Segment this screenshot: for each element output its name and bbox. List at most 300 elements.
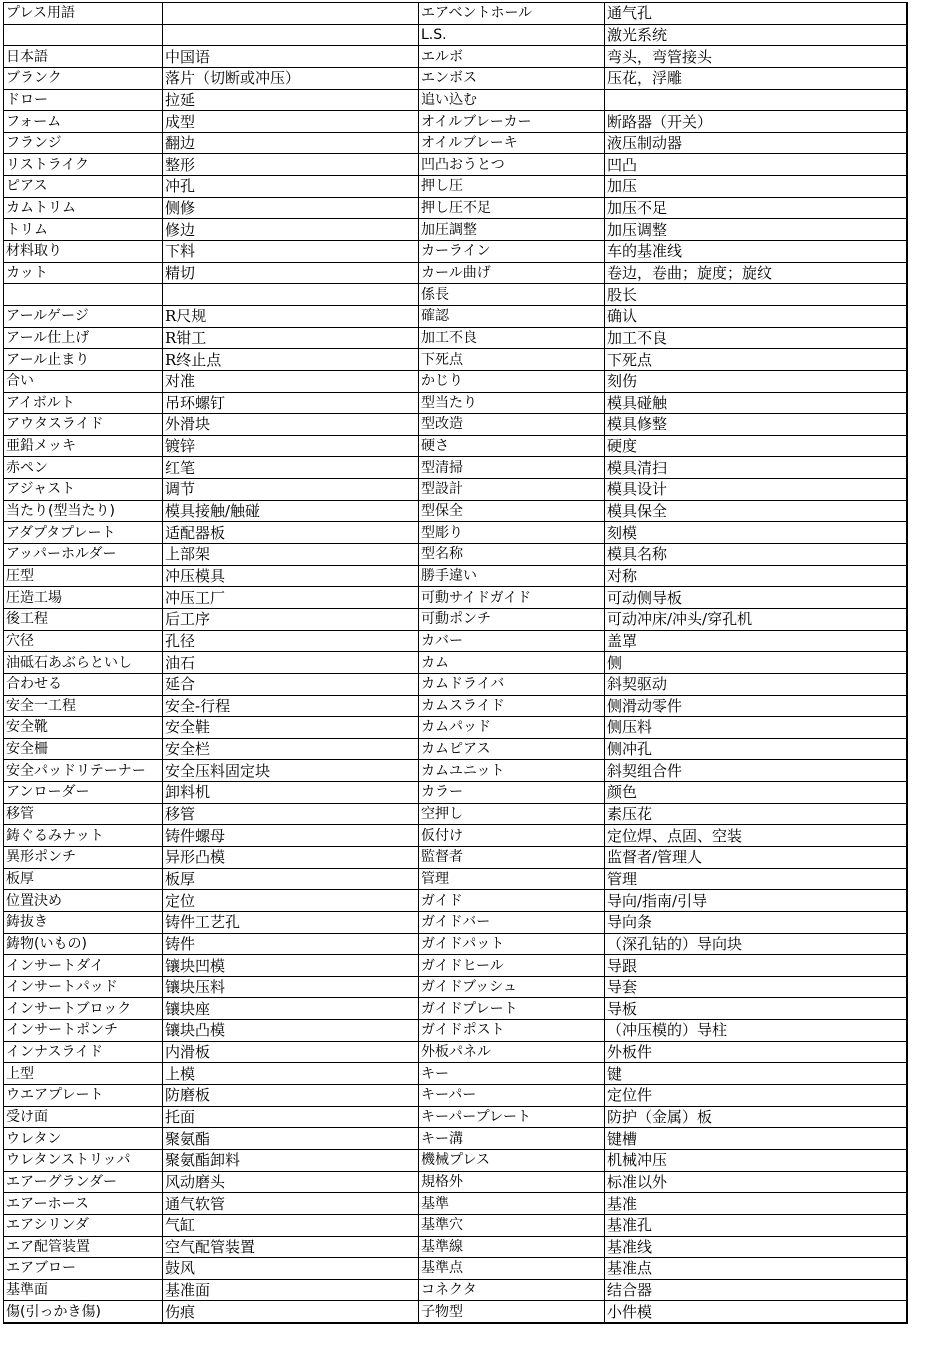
chinese-term-cell[interactable]: 模具设计 [605,479,907,501]
chinese-term-cell[interactable]: 气缸 [163,1214,419,1236]
japanese-term-cell[interactable]: プレス用語 [4,3,163,25]
table-row [4,1236,907,1258]
table-row [4,1020,907,1042]
chinese-term-cell[interactable]: 对称 [605,565,907,587]
chinese-term-cell[interactable]: 红笔 [163,457,419,479]
chinese-term-cell[interactable]: R钳工 [163,327,419,349]
table-row [4,3,907,25]
japanese-term-cell[interactable]: カット [4,262,163,284]
chinese-term-cell[interactable]: 空气配管装置 [163,1236,419,1258]
chinese-term-cell[interactable]: 基准点 [605,1258,907,1280]
chinese-term-cell[interactable]: 拉延 [163,89,419,111]
japanese-term-cell[interactable]: 可動ポンチ [419,608,605,630]
japanese-term-cell[interactable]: 確認 [419,305,605,327]
japanese-term-cell[interactable]: カムトリム [4,197,163,219]
chinese-term-cell[interactable]: 安全鞋 [163,717,419,739]
table-row [4,911,907,933]
japanese-term-cell[interactable]: 下死点 [419,349,605,371]
table-row [4,435,907,457]
japanese-term-cell[interactable]: 基準線 [419,1236,605,1258]
japanese-term-cell[interactable]: 傷(引っかき傷) [4,1301,163,1323]
japanese-term-cell[interactable]: 押し圧不足 [419,197,605,219]
japanese-term-cell[interactable]: ガイドポスト [419,1020,605,1042]
chinese-term-cell[interactable]: 成型 [163,111,419,133]
chinese-term-cell[interactable]: 可动侧导板 [605,587,907,609]
table-row [4,587,907,609]
chinese-term-cell[interactable]: 弯头，弯管接头 [605,46,907,68]
chinese-term-cell[interactable]: 标准以外 [605,1171,907,1193]
chinese-term-cell[interactable]: 断路器（开关） [605,111,907,133]
table-row [4,976,907,998]
japanese-term-cell[interactable]: 後工程 [4,608,163,630]
chinese-term-cell[interactable]: 斜契组合件 [605,760,907,782]
japanese-term-cell[interactable] [4,284,163,306]
japanese-term-cell[interactable]: 外板パネル [419,1041,605,1063]
chinese-term-cell[interactable]: 监督者/管理人 [605,846,907,868]
table-row [4,219,907,241]
japanese-term-cell[interactable]: カムピアス [419,738,605,760]
japanese-term-cell[interactable]: アイボルト [4,392,163,414]
japanese-term-cell[interactable]: 受け面 [4,1106,163,1128]
japanese-term-cell[interactable]: 型当たり [419,392,605,414]
japanese-term-cell[interactable]: エアベントホール [419,3,605,25]
japanese-term-cell[interactable]: 板厚 [4,868,163,890]
chinese-term-cell[interactable]: 基准孔 [605,1214,907,1236]
japanese-term-cell[interactable]: インサートブロック [4,998,163,1020]
table-row [4,370,907,392]
chinese-term-cell[interactable]: 基准线 [605,1236,907,1258]
japanese-term-cell[interactable]: ガイドヒール [419,955,605,977]
japanese-term-cell[interactable]: アウタスライド [4,414,163,436]
chinese-term-cell[interactable]: 侧滑动零件 [605,695,907,717]
chinese-term-cell[interactable]: 冲压模具 [163,565,419,587]
japanese-term-cell[interactable]: キー溝 [419,1128,605,1150]
japanese-term-cell[interactable]: 位置決め [4,890,163,912]
chinese-term-cell[interactable]: 外板件 [605,1041,907,1063]
japanese-term-cell[interactable]: 型保全 [419,500,605,522]
chinese-term-cell[interactable]: 油石 [163,652,419,674]
japanese-term-cell[interactable]: 亜鉛メッキ [4,435,163,457]
table-row [4,652,907,674]
japanese-term-cell[interactable]: オイルブレーキ [419,132,605,154]
glossary-table-body [4,3,907,1324]
chinese-term-cell[interactable] [163,3,419,25]
chinese-term-cell[interactable]: 镶块座 [163,998,419,1020]
chinese-term-cell[interactable]: 基准 [605,1193,907,1215]
japanese-term-cell[interactable]: コネクタ [419,1279,605,1301]
japanese-term-cell[interactable]: ガイドバー [419,911,605,933]
table-row [4,327,907,349]
table-row [4,132,907,154]
japanese-term-cell[interactable]: 規格外 [419,1171,605,1193]
chinese-term-cell[interactable]: 冲压工厂 [163,587,419,609]
japanese-term-cell[interactable]: エアシリンダ [4,1214,163,1236]
table-row [4,1214,907,1236]
table-row [4,1063,907,1085]
chinese-term-cell[interactable]: 侧压料 [605,717,907,739]
table-row [4,197,907,219]
japanese-term-cell[interactable]: カムパッド [419,717,605,739]
japanese-term-cell[interactable]: キーパープレート [419,1106,605,1128]
japanese-term-cell[interactable]: 赤ペン [4,457,163,479]
table-row [4,846,907,868]
chinese-term-cell[interactable] [163,284,419,306]
chinese-term-cell[interactable]: （冲压模的）导柱 [605,1020,907,1042]
japanese-term-cell[interactable]: エアーグランダー [4,1171,163,1193]
chinese-term-cell[interactable]: 压花，浮雕 [605,67,907,89]
japanese-term-cell[interactable]: ウレタンストリッパ [4,1149,163,1171]
japanese-term-cell[interactable]: 型彫り [419,522,605,544]
table-row [4,565,907,587]
japanese-term-cell[interactable]: 監督者 [419,846,605,868]
japanese-term-cell[interactable]: 安全靴 [4,717,163,739]
table-row [4,695,907,717]
japanese-term-cell[interactable]: エアブロー [4,1258,163,1280]
japanese-term-cell[interactable]: 圧造工場 [4,587,163,609]
japanese-term-cell[interactable]: インナスライド [4,1041,163,1063]
chinese-term-cell[interactable]: 卸料机 [163,782,419,804]
table-row [4,46,907,68]
chinese-term-cell[interactable]: 修边 [163,219,419,241]
chinese-term-cell[interactable]: 防护（金属）板 [605,1106,907,1128]
chinese-term-cell[interactable]: 安全压料固定块 [163,760,419,782]
japanese-term-cell[interactable]: アールゲージ [4,305,163,327]
japanese-term-cell[interactable]: 当たり(型当たり) [4,500,163,522]
table-row [4,89,907,111]
japanese-term-cell[interactable]: 型改造 [419,414,605,436]
chinese-term-cell[interactable]: 股长 [605,284,907,306]
japanese-term-cell[interactable]: 押し圧 [419,176,605,198]
chinese-term-cell[interactable]: 键槽 [605,1128,907,1150]
table-row [4,782,907,804]
chinese-term-cell[interactable]: 落片（切断或冲压） [163,67,419,89]
table-row [4,241,907,263]
chinese-term-cell[interactable]: 整形 [163,154,419,176]
table-row [4,955,907,977]
chinese-term-cell[interactable]: 铸件螺母 [163,825,419,847]
japanese-term-cell[interactable]: 基準点 [419,1258,605,1280]
chinese-term-cell[interactable]: 管理 [605,868,907,890]
chinese-term-cell[interactable]: 小件模 [605,1301,907,1323]
chinese-term-cell[interactable]: 外滑块 [163,414,419,436]
chinese-term-cell[interactable]: 加压不足 [605,197,907,219]
japanese-term-cell[interactable]: 基準穴 [419,1214,605,1236]
chinese-term-cell[interactable]: 铸件 [163,933,419,955]
japanese-term-cell[interactable]: 型設計 [419,479,605,501]
chinese-term-cell[interactable]: 侧冲孔 [605,738,907,760]
chinese-term-cell[interactable]: 导向条 [605,911,907,933]
chinese-term-cell[interactable]: 基准面 [163,1279,419,1301]
japanese-term-cell[interactable]: カール曲げ [419,262,605,284]
table-row [4,673,907,695]
chinese-term-cell[interactable]: 颜色 [605,782,907,804]
table-row [4,1279,907,1301]
table-row [4,457,907,479]
chinese-term-cell[interactable]: R尺规 [163,305,419,327]
chinese-term-cell[interactable]: 鼓风 [163,1258,419,1280]
table-row [4,1128,907,1150]
japanese-term-cell[interactable]: ブランク [4,67,163,89]
japanese-term-cell[interactable]: 子物型 [419,1301,605,1323]
chinese-term-cell[interactable]: 导向/指南/引导 [605,890,907,912]
japanese-term-cell[interactable]: 型名称 [419,544,605,566]
chinese-term-cell[interactable]: 下料 [163,241,419,263]
table-row [4,1301,907,1323]
chinese-term-cell[interactable]: 结合器 [605,1279,907,1301]
chinese-term-cell[interactable]: 凹凸 [605,154,907,176]
japanese-term-cell[interactable] [4,24,163,46]
chinese-term-cell[interactable]: 侧修 [163,197,419,219]
chinese-term-cell[interactable]: 托面 [163,1106,419,1128]
chinese-term-cell[interactable]: 刻伤 [605,370,907,392]
table-row [4,1171,907,1193]
chinese-term-cell[interactable]: 适配器板 [163,522,419,544]
table-row [4,717,907,739]
japanese-term-cell[interactable]: 型清掃 [419,457,605,479]
japanese-term-cell[interactable]: 仮付け [419,825,605,847]
japanese-term-cell[interactable]: エアーホース [4,1193,163,1215]
chinese-term-cell[interactable]: 伤痕 [163,1301,419,1323]
chinese-term-cell[interactable]: 模具清扫 [605,457,907,479]
japanese-term-cell[interactable]: カラー [419,782,605,804]
chinese-term-cell[interactable]: 车的基准线 [605,241,907,263]
chinese-term-cell[interactable]: 铸件工艺孔 [163,911,419,933]
table-row [4,154,907,176]
table-row [4,608,907,630]
table-row [4,738,907,760]
japanese-term-cell[interactable]: 基準 [419,1193,605,1215]
japanese-term-cell[interactable]: インサートパッド [4,976,163,998]
chinese-term-cell[interactable]: 确认 [605,305,907,327]
chinese-term-cell[interactable]: 液压制动器 [605,132,907,154]
table-row [4,803,907,825]
table-row [4,760,907,782]
chinese-term-cell[interactable]: 镶块压料 [163,976,419,998]
chinese-term-cell[interactable]: 下死点 [605,349,907,371]
japanese-term-cell[interactable]: L.S. [419,24,605,46]
japanese-term-cell[interactable]: アンローダー [4,782,163,804]
chinese-term-cell[interactable]: 定位焊、点固、空装 [605,825,907,847]
table-row [4,1193,907,1215]
chinese-term-cell[interactable]: 模具保全 [605,500,907,522]
chinese-term-cell[interactable]: 键 [605,1063,907,1085]
table-row [4,544,907,566]
japanese-term-cell[interactable]: ピアス [4,176,163,198]
japanese-term-cell[interactable]: カムスライド [419,695,605,717]
chinese-term-cell[interactable]: 加工不良 [605,327,907,349]
japanese-term-cell[interactable]: キーパー [419,1085,605,1107]
japanese-term-cell[interactable]: 合わせる [4,673,163,695]
japanese-term-cell[interactable]: 穴径 [4,630,163,652]
table-row [4,522,907,544]
japanese-term-cell[interactable]: アダプタプレート [4,522,163,544]
japanese-term-cell[interactable]: カバー [419,630,605,652]
japanese-term-cell[interactable]: キー [419,1063,605,1085]
table-row [4,349,907,371]
chinese-term-cell[interactable]: R终止点 [163,349,419,371]
table-row [4,24,907,46]
japanese-term-cell[interactable]: 硬さ [419,435,605,457]
table-row [4,933,907,955]
table-row [4,414,907,436]
japanese-term-cell[interactable]: カムユニット [419,760,605,782]
chinese-term-cell[interactable]: 导板 [605,998,907,1020]
chinese-term-cell[interactable]: 上部架 [163,544,419,566]
chinese-term-cell[interactable]: 翻边 [163,132,419,154]
chinese-term-cell[interactable]: 精切 [163,262,419,284]
japanese-term-cell[interactable]: ドロー [4,89,163,111]
japanese-term-cell[interactable]: アッパーホルダー [4,544,163,566]
chinese-term-cell[interactable]: 盖罩 [605,630,907,652]
japanese-term-cell[interactable]: 加工不良 [419,327,605,349]
chinese-term-cell[interactable]: 定位件 [605,1085,907,1107]
chinese-term-cell[interactable]: 对准 [163,370,419,392]
japanese-term-cell[interactable]: カーライン [419,241,605,263]
table-row [4,111,907,133]
japanese-term-cell[interactable]: 凹凸おうとつ [419,154,605,176]
chinese-term-cell[interactable]: 冲孔 [163,176,419,198]
japanese-term-cell[interactable]: 圧型 [4,565,163,587]
chinese-term-cell[interactable]: 上模 [163,1063,419,1085]
chinese-term-cell[interactable]: 聚氨酯卸料 [163,1149,419,1171]
chinese-term-cell[interactable]: 聚氨酯 [163,1128,419,1150]
japanese-term-cell[interactable]: カム [419,652,605,674]
chinese-term-cell[interactable]: 内滑板 [163,1041,419,1063]
japanese-term-cell[interactable]: カムドライバ [419,673,605,695]
chinese-term-cell[interactable]: 防磨板 [163,1085,419,1107]
japanese-term-cell[interactable]: かじり [419,370,605,392]
chinese-term-cell[interactable]: 调节 [163,479,419,501]
chinese-term-cell[interactable]: 板厚 [163,868,419,890]
japanese-term-cell[interactable]: ガイドブッシュ [419,976,605,998]
chinese-term-cell[interactable]: 导套 [605,976,907,998]
chinese-term-cell[interactable]: 后工序 [163,608,419,630]
japanese-term-cell[interactable]: アール仕上げ [4,327,163,349]
japanese-term-cell[interactable]: 係長 [419,284,605,306]
chinese-term-cell[interactable]: 吊环螺钉 [163,392,419,414]
table-row [4,1258,907,1280]
japanese-term-cell[interactable]: 勝手違い [419,565,605,587]
japanese-term-cell[interactable]: 安全パッドリテーナー [4,760,163,782]
chinese-term-cell[interactable]: 中国语 [163,46,419,68]
chinese-term-cell[interactable]: 定位 [163,890,419,912]
japanese-term-cell[interactable]: 材料取り [4,241,163,263]
chinese-term-cell[interactable]: 机械冲压 [605,1149,907,1171]
table-row [4,500,907,522]
japanese-term-cell[interactable]: ガイド [419,890,605,912]
chinese-term-cell[interactable]: 模具碰触 [605,392,907,414]
chinese-term-cell[interactable]: 侧 [605,652,907,674]
japanese-term-cell[interactable]: インサートポンチ [4,1020,163,1042]
chinese-term-cell[interactable]: 斜契驱动 [605,673,907,695]
japanese-term-cell[interactable]: ウエアプレート [4,1085,163,1107]
japanese-term-cell[interactable]: トリム [4,219,163,241]
chinese-term-cell[interactable]: 延合 [163,673,419,695]
japanese-term-cell[interactable]: 鋳ぐるみナット [4,825,163,847]
table-row [4,1106,907,1128]
table-row [4,998,907,1020]
chinese-term-cell[interactable]: 移管 [163,803,419,825]
chinese-term-cell[interactable]: 可动冲床/冲头/穿孔机 [605,608,907,630]
chinese-term-cell[interactable]: 加压 [605,176,907,198]
chinese-term-cell[interactable]: 刻模 [605,522,907,544]
chinese-term-cell[interactable]: 镶块凸模 [163,1020,419,1042]
japanese-term-cell[interactable]: 移管 [4,803,163,825]
japanese-term-cell[interactable]: フランジ [4,132,163,154]
table-row [4,392,907,414]
chinese-term-cell[interactable]: 孔径 [163,630,419,652]
japanese-term-cell[interactable]: 異形ポンチ [4,846,163,868]
table-row [4,630,907,652]
chinese-term-cell[interactable]: 模具修整 [605,414,907,436]
chinese-term-cell[interactable]: 硬度 [605,435,907,457]
chinese-term-cell[interactable]: 通气软管 [163,1193,419,1215]
chinese-term-cell[interactable]: （深孔钻的）导向块 [605,933,907,955]
chinese-term-cell[interactable]: 模具名称 [605,544,907,566]
japanese-term-cell[interactable]: 加圧調整 [419,219,605,241]
chinese-term-cell[interactable]: 通气孔 [605,3,907,25]
japanese-term-cell[interactable]: エンボス [419,67,605,89]
japanese-term-cell[interactable]: オイルブレーカー [419,111,605,133]
japanese-term-cell[interactable]: ガイドパット [419,933,605,955]
japanese-term-cell[interactable]: 可動サイドガイド [419,587,605,609]
chinese-term-cell[interactable]: 镀锌 [163,435,419,457]
japanese-term-cell[interactable]: 合い [4,370,163,392]
table-row [4,479,907,501]
japanese-term-cell[interactable]: 安全一工程 [4,695,163,717]
japanese-term-cell[interactable]: アジャスト [4,479,163,501]
chinese-term-cell[interactable]: 卷边，卷曲；旋度；旋纹 [605,262,907,284]
chinese-term-cell[interactable]: 安全栏 [163,738,419,760]
table-row [4,868,907,890]
japanese-term-cell[interactable]: アール止まり [4,349,163,371]
chinese-term-cell[interactable] [163,24,419,46]
chinese-term-cell[interactable]: 镶块凹模 [163,955,419,977]
table-row [4,67,907,89]
japanese-term-cell[interactable]: リストライク [4,154,163,176]
japanese-term-cell[interactable]: 鋳抜き [4,911,163,933]
japanese-term-cell[interactable]: インサートダイ [4,955,163,977]
chinese-term-cell[interactable]: 模具接触/触碰 [163,500,419,522]
japanese-term-cell[interactable]: 管理 [419,868,605,890]
japanese-term-cell[interactable]: 基準面 [4,1279,163,1301]
japanese-term-cell[interactable]: 機械プレス [419,1149,605,1171]
japanese-term-cell[interactable]: 上型 [4,1063,163,1085]
chinese-term-cell[interactable]: 安全-行程 [163,695,419,717]
table-row [4,825,907,847]
chinese-term-cell[interactable]: 素压花 [605,803,907,825]
table-row [4,1149,907,1171]
japanese-term-cell[interactable]: 追い込む [419,89,605,111]
japanese-term-cell[interactable]: 油砥石あぶらといし [4,652,163,674]
japanese-term-cell[interactable]: 安全柵 [4,738,163,760]
japanese-term-cell[interactable]: フォーム [4,111,163,133]
japanese-term-cell[interactable]: エルボ [419,46,605,68]
japanese-term-cell[interactable]: エア配管装置 [4,1236,163,1258]
chinese-term-cell[interactable]: 异形凸模 [163,846,419,868]
japanese-term-cell[interactable]: 日本語 [4,46,163,68]
table-row [4,176,907,198]
japanese-term-cell[interactable]: ガイドプレート [419,998,605,1020]
chinese-term-cell[interactable]: 激光系统 [605,24,907,46]
japanese-term-cell[interactable]: 空押し [419,803,605,825]
chinese-term-cell[interactable] [605,89,907,111]
japanese-term-cell[interactable]: 鋳物(いもの) [4,933,163,955]
chinese-term-cell[interactable]: 风动磨头 [163,1171,419,1193]
chinese-term-cell[interactable]: 加压调整 [605,219,907,241]
japanese-term-cell[interactable]: ウレタン [4,1128,163,1150]
chinese-term-cell[interactable]: 导跟 [605,955,907,977]
